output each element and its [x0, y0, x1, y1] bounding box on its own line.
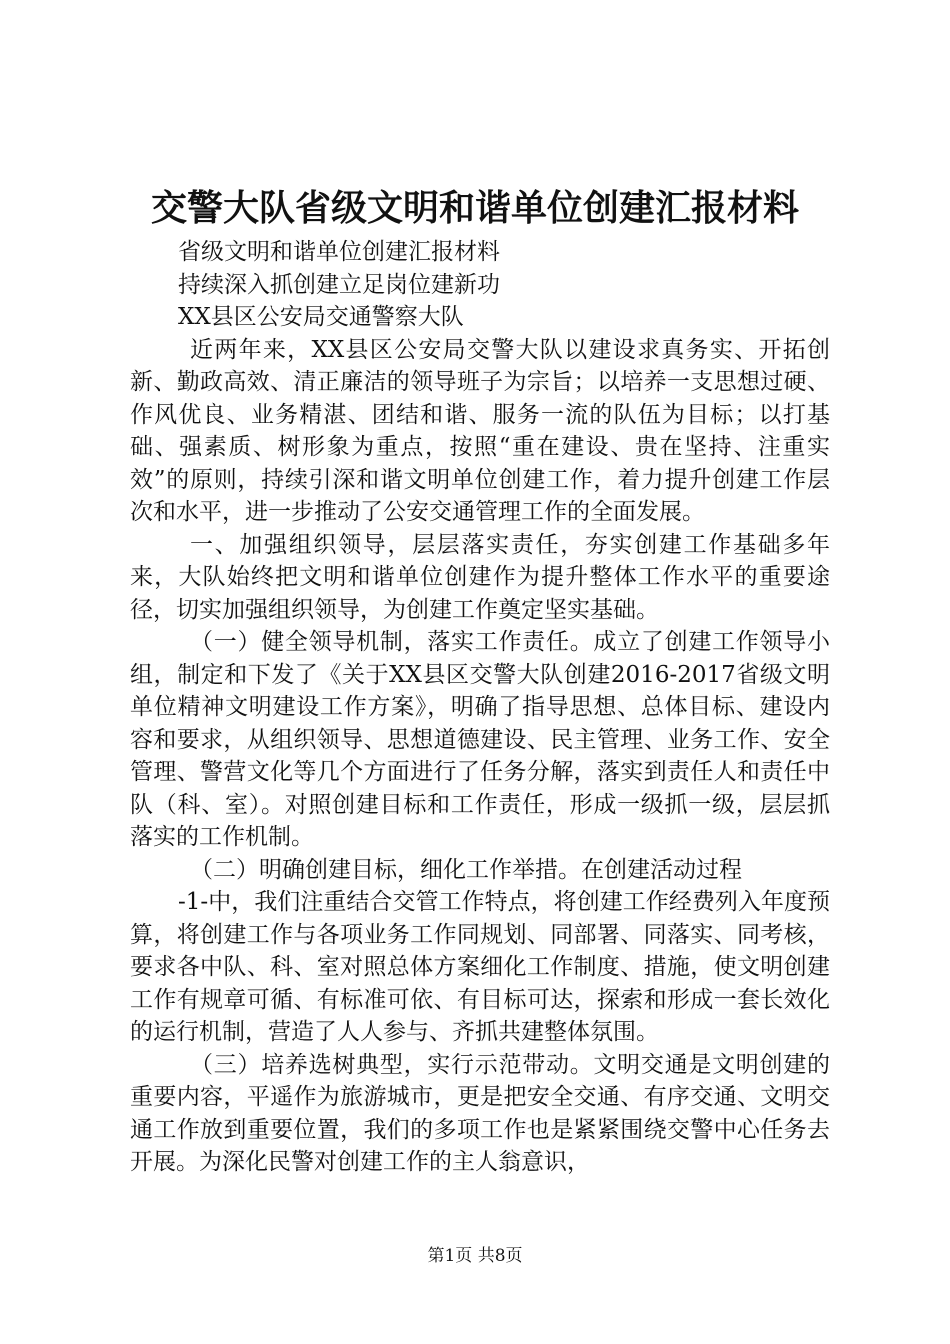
body-paragraph: 一、加强组织领导，层层落实责任，夯实创建工作基础多年来，大队始终把文明和谐单位创建作为提升整体工作水平的重要途径，切实加强组织领导，为创建工作奠定坚实基础。 — [130, 531, 830, 623]
document-title: 交警大队省级文明和谐单位创建汇报材料 — [150, 187, 799, 229]
subtitle-line: 省级文明和谐单位创建汇报材料 — [178, 239, 500, 265]
body-paragraph: -1-中，我们注重结合交管工作特点，将创建工作经费列入年度预算，将创建工作与各项业务工作同规划、同部署、同落实、同考核，要求各中队、科、室对照总体方案细化工作制度、措施，使文明创建工作有规章可循、有标准可依、有目标可达，探索和形成一套长效化的运行机制，营造了人人参与、齐抓共建整体氛围。 — [130, 889, 830, 1045]
subtitle-line: 持续深入抓创建立足岗位建新功 — [178, 271, 500, 298]
body-paragraph: 近两年来，XX县区公安局交警大队以建设求真务实、开拓创新、勤政高效、清正廉洁的领导班子为宗旨；以培养一支思想过硬、作风优良、业务精湛、团结和谐、服务一流的队伍为目标；以打基础、强素质、树形象为重点，按照“重在建设、贵在坚持、注重实效”的原则，持续引深和谐文明单位创建工作，着力提升创建工作层次和水平，进一步推动了公安交通管理工作的全面发展。 — [130, 336, 830, 525]
page-footer: 第1页 共8页 — [427, 1246, 523, 1266]
document-body — [130, 236, 830, 1179]
body-paragraph: （二）明确创建目标，细化工作举措。在创建活动过程 — [190, 856, 742, 883]
author-line: XX县区公安局交通警察大队 — [178, 304, 464, 330]
body-paragraph: （一）健全领导机制，落实工作责任。成立了创建工作领导小组，制定和下发了《关于XX县区交警大队创建2016-2017省级文明单位精神文明建设工作方案》，明确了指导思想、总体目标、建设内容和要求，从组织领导、思想道德建设、民主管理、业务工作、安全管理、警营文化等几个方面进行了任务分解，落实到责任人和责任中队（科、室）。对照创建目标和工作责任，形成一级抓一级，层层抓落实的工作机制。 — [130, 629, 830, 850]
body-paragraph: （三）培养选树典型，实行示范带动。文明交通是文明创建的重要内容，平遥作为旅游城市，更是把安全交通、有序交通、文明交通工作放到重要位置，我们的多项工作也是紧紧围绕交警中心任务去开展。为深化民警对创建工作的主人翁意识， — [130, 1051, 830, 1175]
